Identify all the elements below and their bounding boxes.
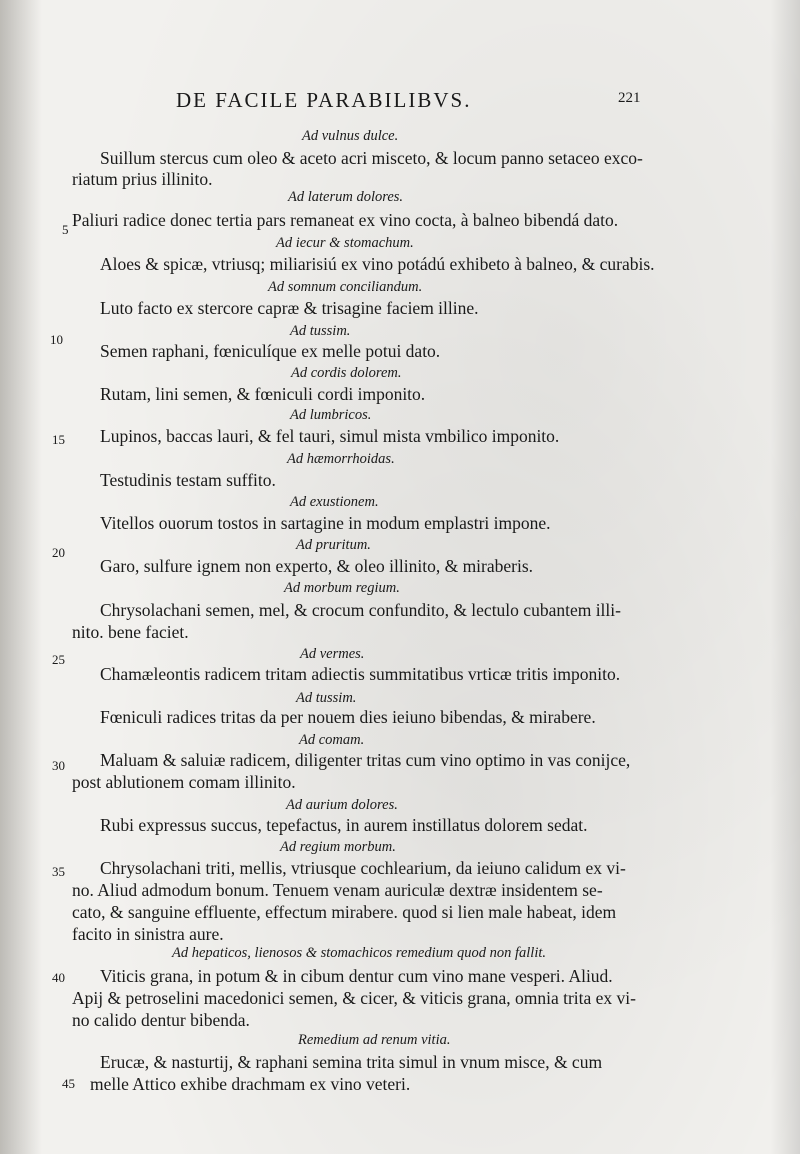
line-number: 40 (52, 970, 65, 985)
section-heading: Ad comam. (299, 732, 365, 748)
text-line: Maluam & saluiæ radicem, diligenter tritas cum vino optimo in vas conijce, (100, 750, 631, 770)
text-line: Suillum stercus cum oleo & aceto acri misceto, & locum panno setaceo exco- (100, 148, 643, 168)
section-heading: Ad hæmorrhoidas. (287, 451, 395, 467)
section-heading: Remedium ad renum vitia. (298, 1032, 451, 1048)
text-line: Aloes & spicæ, vtriusq; miliarisiú ex vino potádú exhibeto à balneo, & curabis. (100, 254, 655, 274)
text-line: Semen raphani, fœniculíque ex melle potui dato. (100, 341, 441, 361)
text-line: riatum prius illinito. (72, 169, 213, 189)
text-line: Lupinos, baccas lauri, & fel tauri, simul mista vmbilico imponito. (100, 426, 560, 446)
text-line: Fœniculi radices tritas da per nouem dies ieiuno bibendas, & mirabere. (100, 707, 596, 727)
text-line: post ablutionem comam illinito. (72, 772, 296, 792)
line-number: 20 (52, 545, 65, 560)
text-line: no. Aliud admodum bonum. Tenuem venam auriculæ dextræ insidentem se- (72, 880, 603, 900)
line-number: 25 (52, 652, 65, 667)
section-heading: Ad somnum conciliandum. (268, 279, 423, 295)
text-line: Apij & petroselini macedonici semen, & cicer, & viticis grana, omnia trita ex vi- (72, 988, 636, 1008)
text-line: Chrysolachani triti, mellis, vtriusque cochlearium, da ieiuno calidum ex vi- (100, 858, 626, 878)
text-line: Viticis grana, in potum & in cibum dentur cum vino mane vesperi. Aliud. (100, 966, 613, 986)
line-number: 10 (50, 332, 63, 347)
text-line: Vitellos ouorum tostos in sartagine in modum emplastri impone. (100, 513, 551, 533)
line-number: 15 (52, 432, 65, 447)
text-line: no calido dentur bibenda. (72, 1010, 250, 1030)
section-heading: Ad exustionem. (290, 494, 379, 510)
text-line: facito in sinistra aure. (72, 924, 224, 944)
section-heading: Ad pruritum. (296, 537, 371, 553)
section-heading: Ad lumbricos. (290, 407, 372, 423)
text-line: Chamæleontis radicem tritam adiectis summitatibus vrticæ tritis imponito. (100, 664, 621, 684)
section-heading: Ad vermes. (300, 646, 365, 662)
line-number: 5 (62, 222, 69, 237)
text-line: nito. bene faciet. (72, 622, 189, 642)
section-heading: Ad morbum regium. (284, 580, 400, 596)
section-heading: Ad tussim. (296, 690, 357, 706)
text-line: cato, & sanguine effluente, effectum mirabere. quod si lien male habeat, idem (72, 902, 617, 922)
section-heading: Ad cordis dolorem. (291, 365, 402, 381)
section-heading: Ad aurium dolores. (286, 797, 398, 813)
line-number: 35 (52, 864, 65, 879)
page-number: 221 (618, 90, 641, 106)
section-heading: Ad iecur & stomachum. (276, 235, 414, 251)
text-line: Rutam, lini semen, & fœniculi cordi imponito. (100, 384, 426, 404)
running-title: DE FACILE PARABILIBVS. (176, 88, 472, 112)
text-line: Paliuri radice donec tertia pars remaneat ex vino cocta, à balneo bibendá dato. (72, 210, 619, 230)
line-number: 45 (62, 1076, 75, 1091)
text-line: Rubi expressus succus, tepefactus, in aurem instillatus dolorem sedat. (100, 815, 588, 835)
section-heading: Ad vulnus dulce. (302, 128, 399, 144)
text-line: melle Attico exhibe drachmam ex vino veteri. (90, 1074, 411, 1094)
section-heading: Ad tussim. (290, 323, 351, 339)
text-line: Chrysolachani semen, mel, & crocum confundito, & lectulo cubantem illi- (100, 600, 621, 620)
text-line: Luto facto ex stercore capræ & trisagine faciem illine. (100, 298, 479, 318)
section-heading: Ad hepaticos, lienosos & stomachicos remedium quod non fallit. (172, 945, 547, 961)
text-line: Garo, sulfure ignem non experto, & oleo illinito, & miraberis. (100, 556, 534, 576)
line-number: 30 (52, 758, 65, 773)
section-heading: Ad regium morbum. (280, 839, 396, 855)
text-line: Testudinis testam suffito. (100, 470, 276, 490)
text-line: Erucæ, & nasturtij, & raphani semina trita simul in vnum misce, & cum (100, 1052, 603, 1072)
section-heading: Ad laterum dolores. (288, 189, 404, 205)
